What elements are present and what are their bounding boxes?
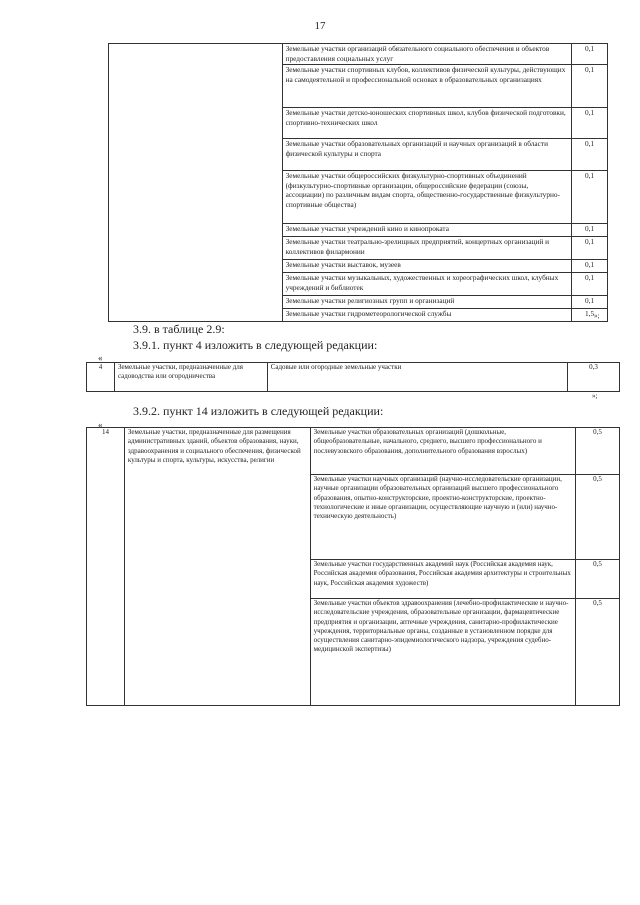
- table-2-8-continuation: [108, 43, 608, 322]
- coefficient-cell: 0,5: [576, 475, 620, 560]
- heading-item-14: 3.9.2. пункт 14 изложить в следующей редакции:: [133, 404, 384, 418]
- land-type-cell: Земельные участки образовательных организаций (дошкольные, общеобразовательные, начального, среднего, высшего профессионального и послевузовского образования, дополнительного образования взрослых): [310, 428, 575, 475]
- heading-item-4: 3.9.1. пункт 4 изложить в следующей редакции:: [133, 338, 378, 352]
- land-type-cell: Земельные участки учреждений кино и кинопроката: [282, 224, 571, 237]
- close-quote-top: »;: [594, 312, 600, 320]
- close-quote-item-4: »;: [592, 392, 598, 400]
- land-type-cell: Земельные участки организаций обязательного социального обеспечения и объектов предоставления социальных услуг: [282, 44, 571, 65]
- land-type-cell: Земельные участки детско-юношеских спортивных школ, клубов физической подготовки, спортивно-технических школ: [282, 108, 571, 139]
- land-type-cell: Земельные участки общероссийских физкультурно-спортивных объединений (физкультурно-спортивные организации, общероссийские федерации (союзы, ассоциации) по различным видам спорта, общественно-государственные физкультурно-спортивные общества): [282, 171, 571, 224]
- land-type-cell: Земельные участки спортивных клубов, коллективов физической культуры, действующих на самодеятельной и профессиональной основах в образовательных организациях: [282, 65, 571, 108]
- land-type-cell: Земельные участки театрально-зрелищных предприятий, концертных организаций и коллективов филармонии: [282, 237, 571, 260]
- land-type-cell: Земельные участки научных организаций (научно-исследовательские организации, научные организации образовательных организаций высшего профессионального образования, опытно-конструкторские, проектно-конструкторские, проектно-технологические и иные организации, осуществляющие научную и (или) научно-техническую деятельность): [310, 475, 575, 560]
- item-value: 0,3: [568, 363, 620, 392]
- item-number: 14: [87, 428, 125, 706]
- land-type-cell: Земельные участки гидрометеорологической службы: [282, 309, 571, 322]
- table-item-4: [86, 362, 620, 392]
- land-type-cell: Земельные участки государственных академий наук (Российская академия наук, Российская академия образования, Российская академия архитектуры и строительных наук, Российская академия художеств): [310, 560, 575, 599]
- coefficient-cell: 0,1: [572, 260, 608, 273]
- item-subtype: Садовые или огородные земельные участки: [267, 363, 567, 392]
- coefficient-cell: 0,1: [572, 44, 608, 65]
- item-number: 4: [87, 363, 115, 392]
- item-name: Земельные участки, предназначенные для садоводства или огородничества: [114, 363, 267, 392]
- table-row: [87, 428, 620, 475]
- coefficient-cell: 0,1: [572, 273, 608, 296]
- coefficient-cell: 0,5: [576, 428, 620, 475]
- open-quote-1: «: [98, 353, 103, 363]
- coefficient-cell: 0,1: [572, 171, 608, 224]
- coefficient-cell: 0,1: [572, 108, 608, 139]
- land-type-cell: Земельные участки объектов здравоохранения (лечебно-профилактические и научно-исследовательские учреждения, образовательные организации, фармацевтические предприятия и организации, аптечные учреждения, санитарно-профилактические учреждения, территориальные органы, созданные в установленном порядке для осуществления санитарно-эпидемиологического надзора, учреждения судебно-медицинской экспертизы): [310, 599, 575, 706]
- land-type-cell: Земельные участки выставок, музеев: [282, 260, 571, 273]
- coefficient-cell: 0,1: [572, 224, 608, 237]
- land-type-cell: Земельные участки религиозных групп и организаций: [282, 296, 571, 309]
- table-row: [87, 363, 620, 392]
- land-type-cell: Земельные участки музыкальных, художественных и хореографических школ, клубных учреждений и библиотек: [282, 273, 571, 296]
- merged-category-cell: [109, 44, 283, 322]
- page-number: 17: [314, 20, 326, 32]
- table-row: [109, 44, 608, 65]
- coefficient-cell: 0,5: [576, 599, 620, 706]
- coefficient-cell: 0,1: [572, 139, 608, 171]
- heading-table-2-9: 3.9. в таблице 2.9:: [133, 322, 225, 336]
- coefficient-cell: 1,5: [572, 309, 608, 322]
- open-quote-2: «: [98, 420, 103, 430]
- land-type-cell: Земельные участки образовательных организаций и научных организаций в области физической культуры и спорта: [282, 139, 571, 171]
- coefficient-cell: 0,1: [572, 237, 608, 260]
- coefficient-cell: 0,5: [576, 560, 620, 599]
- coefficient-cell: 0,1: [572, 65, 608, 108]
- coefficient-cell: 0,1: [572, 296, 608, 309]
- item-name: Земельные участки, предназначенные для размещения административных зданий, объектов образования, науки, здравоохранения и социального обеспечения, физической культуры и спорта, культуры, искусства, религии: [124, 428, 310, 706]
- table-item-14: [86, 427, 620, 706]
